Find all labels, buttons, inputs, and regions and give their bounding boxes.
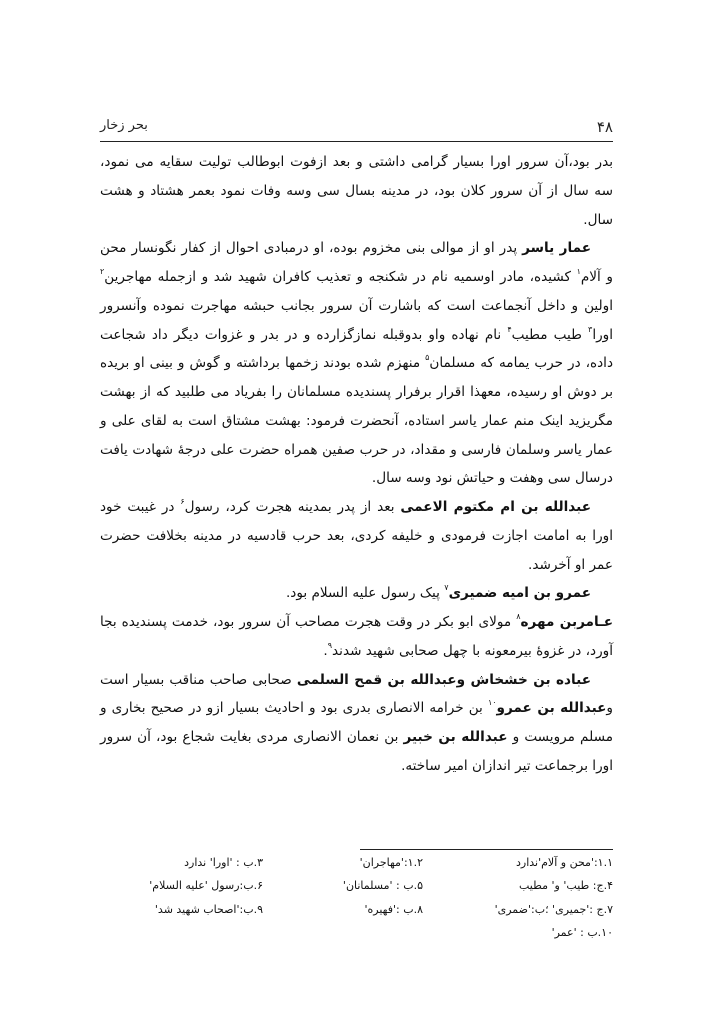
body-text bbox=[100, 148, 613, 781]
running-header bbox=[100, 118, 613, 142]
footnote: ۴.ج: طیب' و' مطیب bbox=[519, 879, 613, 893]
footnote-marker: ۹ bbox=[327, 640, 333, 650]
entry-name: عـامربن مهره bbox=[520, 614, 613, 630]
footnote: ۱۰.ب : 'عمر' bbox=[551, 925, 613, 939]
paragraph-text: طیب مطیب bbox=[511, 326, 589, 343]
footnote: ۱.۲:'مهاجران' bbox=[359, 856, 423, 869]
footnote-row bbox=[100, 899, 613, 922]
entry-name: عمار یاسر bbox=[522, 240, 591, 257]
paragraph-text: بعد از پدر بمدینه هجرت کرد، رسول bbox=[184, 499, 401, 515]
paragraph-text: صحابی صاحب مناقب بسیار است و bbox=[100, 671, 613, 717]
entry-name: عباده بن خشخاش وعبدالله بن قمح السلمی bbox=[296, 671, 591, 688]
header-rule bbox=[100, 141, 613, 142]
footnote-marker: ۳ bbox=[588, 324, 593, 334]
entry-name: عبدالله بن عمرو bbox=[496, 700, 607, 717]
footnote-row bbox=[100, 922, 613, 945]
entry-name: عبدالله بن ام مکتوم الاعمی bbox=[400, 499, 591, 515]
paragraph-text: پدر او از موالی بنی مخزوم بوده، او درمبادی احوال از کفار نگونسار محن و آلام bbox=[100, 240, 613, 285]
entry-name: عمرو بن امیه ضمیری bbox=[448, 585, 591, 602]
paragraph-text: . bbox=[323, 642, 328, 659]
footnote-marker: ۷ bbox=[444, 583, 449, 593]
paragraph-text: بن خرامه الانصاری بدری بود و احادیث بسیار ازو در صحیح بخاری و مسلم مرویست و bbox=[100, 700, 613, 745]
paragraph-text: کشیده، مادر اوسمیه نام در شکنجه و تعذیب کافران شهید شد و ازجمله مهاجرین bbox=[104, 269, 577, 285]
paragraph-text: اولین و داخل آنجماعت است که باشارت آن سرور بجانب حبشه مهاجرت نموده وآنسرور اورا bbox=[100, 297, 613, 343]
paragraph-text: مولای ابو بکر در وقت هجرت مصاحب آن سرور بود، خدمت پسندیده بجا آورد، در غزوهٔ بیرمعونه با چهل صحابی شهید شدند bbox=[100, 614, 613, 659]
paragraph-text: بدر بود،آن سرور اورا بسیار گرامی داشتی و بعد ازفوت ابوطالب تولیت سقایه می نمود، سه سال از آن سرور کلان بود، در مدینه بسال سی وسه وفات نمود بعمر هشتاد و هشت سال. bbox=[100, 154, 613, 228]
footnote-marker: ۸ bbox=[516, 612, 521, 621]
paragraph-text: بن نعمان الانصاری مردی بغایت شجاع بود، آن سرور اورا برجماعت تیر اندازان امیر ساخته. bbox=[100, 729, 613, 774]
footnote: ۸.ب :'فهیره' bbox=[364, 902, 423, 916]
footnote: ۱.۱:'محن و آلام'ندارد bbox=[516, 856, 613, 869]
paragraph bbox=[100, 666, 613, 781]
paragraph bbox=[100, 608, 613, 666]
running-title: بحر زخار bbox=[100, 118, 148, 133]
footnotes bbox=[100, 852, 613, 945]
paragraph bbox=[100, 148, 613, 234]
paragraph-text: منهزم شده بودند زخمها برداشته و گوش و بینی او بریده بر دوش او رسیده، معهذا اقرار برفرار پسندیده مسلمانان را بفریاد می طلبید که از بهشت مگریزید اینک منم عمار یاسر استاده، آنحضرت فرمود: بهشت مشتاق است به لقای علی و عمار یاسر وسلمان فارسی و مقداد، در حرب صفین همراه حضرت علی درجهٔ شهادت یافت درسال سی وهفت و حیاتش نود وسه سال. bbox=[100, 355, 613, 487]
footnote: ۹.ب:'اصحاب شهید شد' bbox=[154, 902, 263, 916]
paragraph-text: نام نهاده واو بدوقبله نمازگزارده و در بدر و غزوات دیگر داد شجاعت داده، در حرب یمامه که مسلمان bbox=[100, 326, 613, 372]
footnote-marker: ۶ bbox=[180, 497, 185, 506]
footnote: ۶.ب:رسول 'علیه السلام' bbox=[149, 879, 263, 893]
footnote-marker: ۲ bbox=[100, 267, 105, 276]
paragraph bbox=[100, 234, 613, 493]
footnote-row bbox=[100, 875, 613, 898]
footnote-marker: ۱۰ bbox=[487, 698, 497, 708]
footnote: ۵.ب : 'مسلمانان' bbox=[342, 879, 423, 893]
footnote-marker: ۵ bbox=[425, 353, 430, 363]
paragraph bbox=[100, 493, 613, 579]
footnote-rule bbox=[360, 849, 613, 850]
footnote-marker: ۱ bbox=[576, 267, 581, 276]
footnote: ۳.ب : 'اورا' ندارد bbox=[184, 856, 263, 869]
footnote-marker: ۴ bbox=[507, 324, 512, 334]
paragraph-text: در غیبت خود اورا به امامت اجازت فرمودی و خلیفه کردی، بعد حرب قادسیه در مدینه بخلافت حضرت عمر او آخرشد. bbox=[100, 499, 613, 573]
footnote-row bbox=[100, 852, 613, 875]
paragraph-text: پیک رسول علیه السلام بود. bbox=[285, 585, 445, 602]
entry-name: عبدالله بن خبیر bbox=[403, 729, 508, 745]
paragraph bbox=[100, 579, 613, 608]
page-number: ۴۸ bbox=[596, 118, 613, 136]
footnote: ۷.ج :'جمیری' ؛ب:'ضمری' bbox=[494, 902, 613, 916]
